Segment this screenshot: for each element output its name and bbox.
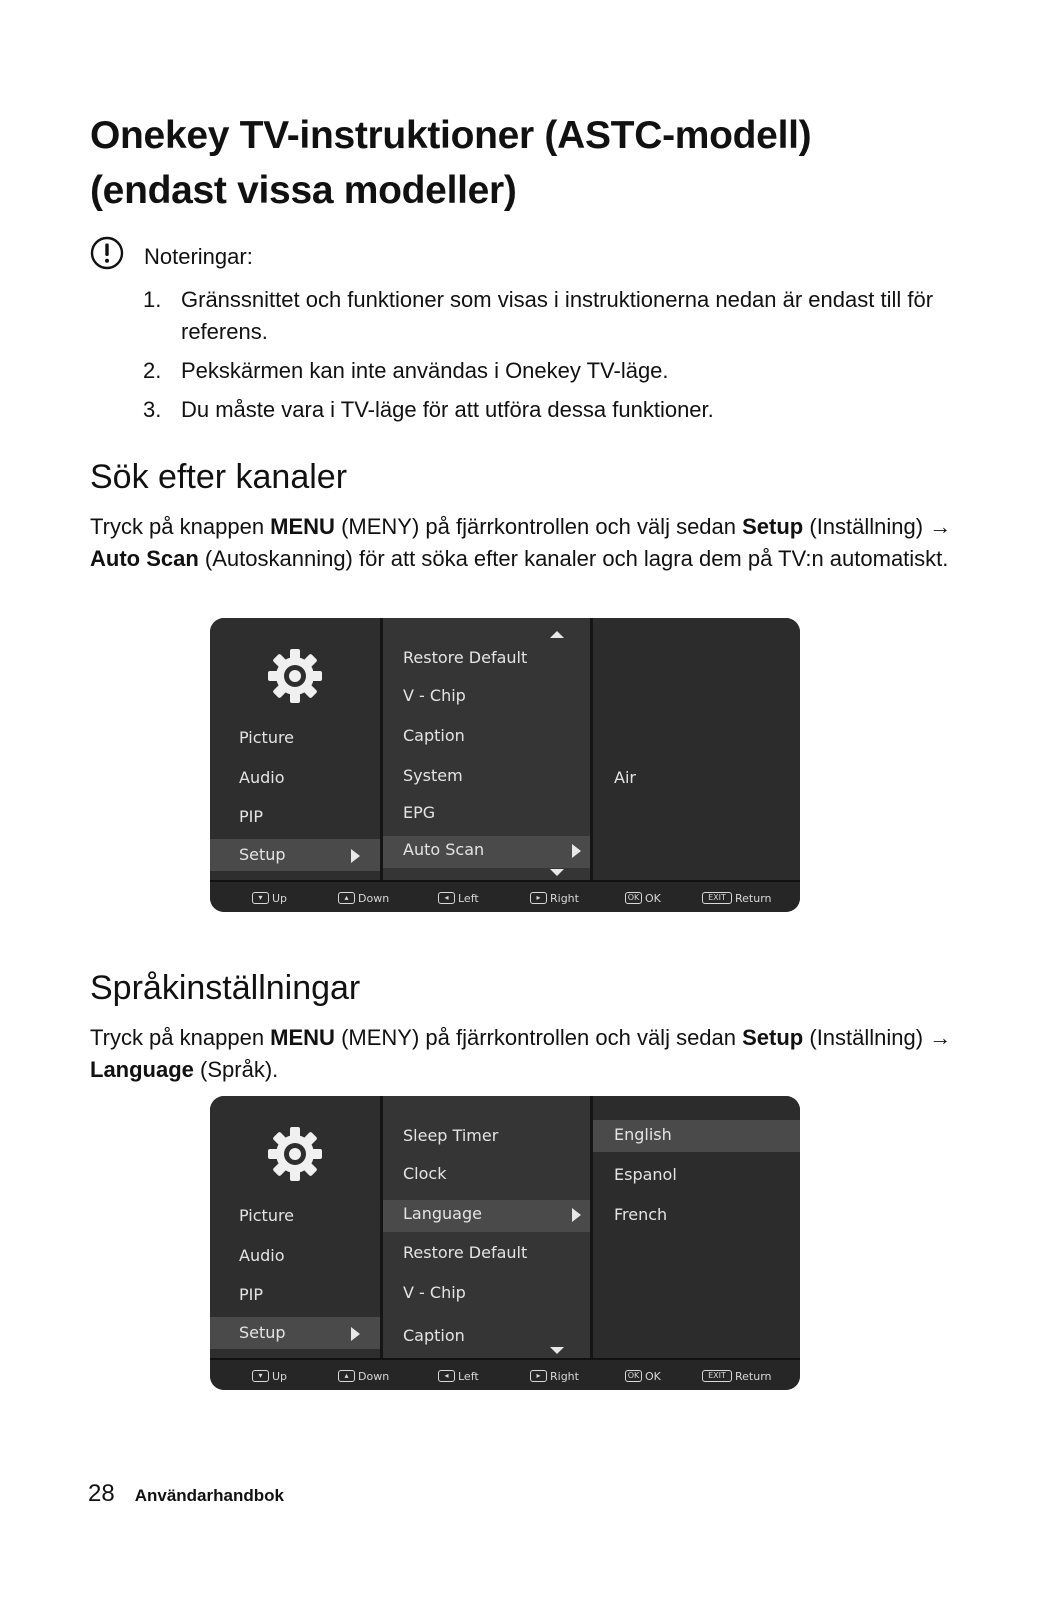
- footer-hint-label: Right: [550, 891, 579, 905]
- tv-option-panel: [593, 618, 800, 880]
- tv-menu-item-audio[interactable]: Audio: [239, 768, 285, 787]
- exclamation-circle-icon: [90, 236, 124, 270]
- exit-key-icon: EXIT: [702, 892, 732, 904]
- footer-return-hint: [702, 1368, 772, 1384]
- up-key-icon: ▴: [338, 892, 355, 904]
- language-term: Language: [90, 1057, 194, 1082]
- right-key-icon: ▸: [530, 1370, 547, 1382]
- paragraph-text: (MENY) på fjärrkontrollen och välj sedan: [334, 1025, 743, 1050]
- arrow-right-icon: [572, 1208, 581, 1222]
- tv-submenu-item-auto-scan[interactable]: Auto Scan: [403, 840, 485, 859]
- footer-hint-label: Down: [358, 891, 390, 905]
- note-text: Pekskärmen kan inte användas i Onekey TV-läge.: [181, 358, 669, 383]
- up-key-icon: ▴: [338, 1370, 355, 1382]
- tv-submenu-item-restore-default[interactable]: Restore Default: [403, 648, 528, 667]
- footer-left-hint: [438, 890, 479, 906]
- footer-ok-hint: [625, 890, 661, 906]
- tv-menu-footer: [210, 1358, 800, 1390]
- tv-menu-item-audio[interactable]: Audio: [239, 1246, 285, 1265]
- paragraph-text: (Autoskanning) för att söka efter kanaler och lagra dem på TV:n automatiskt.: [198, 546, 949, 571]
- tv-submenu-item-epg[interactable]: EPG: [403, 803, 436, 822]
- footer-right-hint: [530, 1368, 579, 1384]
- gear-icon: [265, 1124, 325, 1184]
- right-key-icon: ▸: [530, 892, 547, 904]
- tv-option-english[interactable]: English: [614, 1125, 672, 1144]
- down-key-icon: ▾: [252, 1370, 269, 1382]
- tv-menu-footer: [210, 880, 800, 912]
- left-key-icon: ◂: [438, 892, 455, 904]
- section-heading-channel-search: Sök efter kanaler: [90, 458, 348, 496]
- paragraph-text: (Inställning) →: [803, 1025, 952, 1050]
- paragraph-text: Tryck på knappen: [90, 514, 271, 539]
- note-item: [143, 394, 963, 426]
- tv-submenu-item-v-chip[interactable]: V - Chip: [403, 1283, 466, 1302]
- page-title: [90, 108, 990, 218]
- footer-hint-label: Up: [272, 1369, 288, 1383]
- tv-menu-item-setup[interactable]: Setup: [239, 845, 286, 864]
- footer-hint-label: OK: [645, 1369, 661, 1383]
- tv-menu-item-pip[interactable]: PIP: [239, 1285, 264, 1304]
- footer-up-hint: [252, 1368, 287, 1384]
- left-key-icon: ◂: [438, 1370, 455, 1382]
- tv-menu-item-picture[interactable]: Picture: [239, 728, 295, 747]
- gear-icon: [265, 646, 325, 706]
- tv-submenu-item-clock[interactable]: Clock: [403, 1164, 447, 1183]
- ok-key-icon: OK: [625, 1370, 642, 1382]
- footer-return-hint: [702, 890, 772, 906]
- tv-menu-language: [210, 1096, 800, 1390]
- page-footer: [88, 1480, 284, 1508]
- footer-ok-hint: [625, 1368, 661, 1384]
- down-key-icon: ▾: [252, 892, 269, 904]
- note-item: [143, 355, 963, 387]
- note-number: 1.: [143, 287, 162, 312]
- section-heading-language-settings: Språkinställningar: [90, 969, 361, 1007]
- tv-menu-item-pip[interactable]: PIP: [239, 807, 264, 826]
- note-text: Gränssnittet och funktioner som visas i instruktionerna nedan är endast till för referens.: [181, 287, 934, 344]
- section-paragraph-language-settings: [90, 1022, 970, 1086]
- section-paragraph-channel-search: [90, 511, 970, 575]
- tv-submenu-item-system[interactable]: System: [403, 766, 463, 785]
- footer-hint-label: Left: [458, 891, 479, 905]
- scroll-down-icon[interactable]: [550, 869, 564, 876]
- notes-label: Noteringar:: [144, 244, 253, 269]
- menu-key-term: MENU: [270, 514, 335, 539]
- paragraph-text: (Språk).: [193, 1057, 279, 1082]
- note-number: 3.: [143, 397, 162, 422]
- footer-left-hint: [438, 1368, 479, 1384]
- tv-menu-auto-scan: [210, 618, 800, 912]
- notes-list: [143, 284, 963, 433]
- footer-hint-label: Up: [272, 891, 288, 905]
- footer-hint-label: OK: [645, 891, 661, 905]
- tv-option-french[interactable]: French: [614, 1205, 668, 1224]
- footer-hint-label: Right: [550, 1369, 579, 1383]
- arrow-right-icon: [351, 1327, 360, 1341]
- tv-submenu-item-caption[interactable]: Caption: [403, 1326, 465, 1345]
- footer-up-hint: [252, 890, 287, 906]
- tv-submenu-item-sleep-timer[interactable]: Sleep Timer: [403, 1126, 499, 1145]
- footer-down-hint: [338, 890, 389, 906]
- ok-key-icon: OK: [625, 892, 642, 904]
- page-number: 28: [88, 1480, 115, 1507]
- footer-hint-label: Left: [458, 1369, 479, 1383]
- paragraph-text: (MENY) på fjärrkontrollen och välj sedan: [334, 514, 743, 539]
- note-item: [143, 284, 963, 348]
- scroll-up-icon[interactable]: [550, 631, 564, 638]
- paragraph-text: (Inställning) →: [803, 514, 952, 539]
- note-number: 2.: [143, 358, 162, 383]
- auto-scan-term: Auto Scan: [90, 546, 199, 571]
- footer-down-hint: [338, 1368, 389, 1384]
- tv-submenu-item-restore-default[interactable]: Restore Default: [403, 1243, 528, 1262]
- footer-hint-label: Return: [735, 891, 772, 905]
- setup-term: Setup: [742, 514, 804, 539]
- page-title-line-1: Onekey TV-instruktioner (ASTC-modell): [90, 114, 812, 157]
- tv-submenu-item-language[interactable]: Language: [403, 1204, 482, 1223]
- scroll-down-icon[interactable]: [550, 1347, 564, 1354]
- footer-label: Användarhandbok: [134, 1486, 284, 1505]
- tv-menu-item-picture[interactable]: Picture: [239, 1206, 295, 1225]
- tv-submenu-item-caption[interactable]: Caption: [403, 726, 465, 745]
- arrow-right-icon: [351, 849, 360, 863]
- setup-term: Setup: [742, 1025, 804, 1050]
- exit-key-icon: EXIT: [702, 1370, 732, 1382]
- page-title-line-2: (endast vissa modeller): [90, 169, 517, 212]
- footer-hint-label: Down: [358, 1369, 390, 1383]
- note-text: Du måste vara i TV-läge för att utföra dessa funktioner.: [181, 397, 714, 422]
- paragraph-text: Tryck på knappen: [90, 1025, 271, 1050]
- menu-key-term: MENU: [270, 1025, 335, 1050]
- tv-option-espanol[interactable]: Espanol: [614, 1165, 677, 1184]
- tv-submenu-item-v-chip[interactable]: V - Chip: [403, 686, 466, 705]
- footer-hint-label: Return: [735, 1369, 772, 1383]
- footer-right-hint: [530, 890, 579, 906]
- tv-menu-item-setup[interactable]: Setup: [239, 1323, 286, 1342]
- tv-option-air[interactable]: Air: [614, 768, 636, 787]
- arrow-right-icon: [572, 844, 581, 858]
